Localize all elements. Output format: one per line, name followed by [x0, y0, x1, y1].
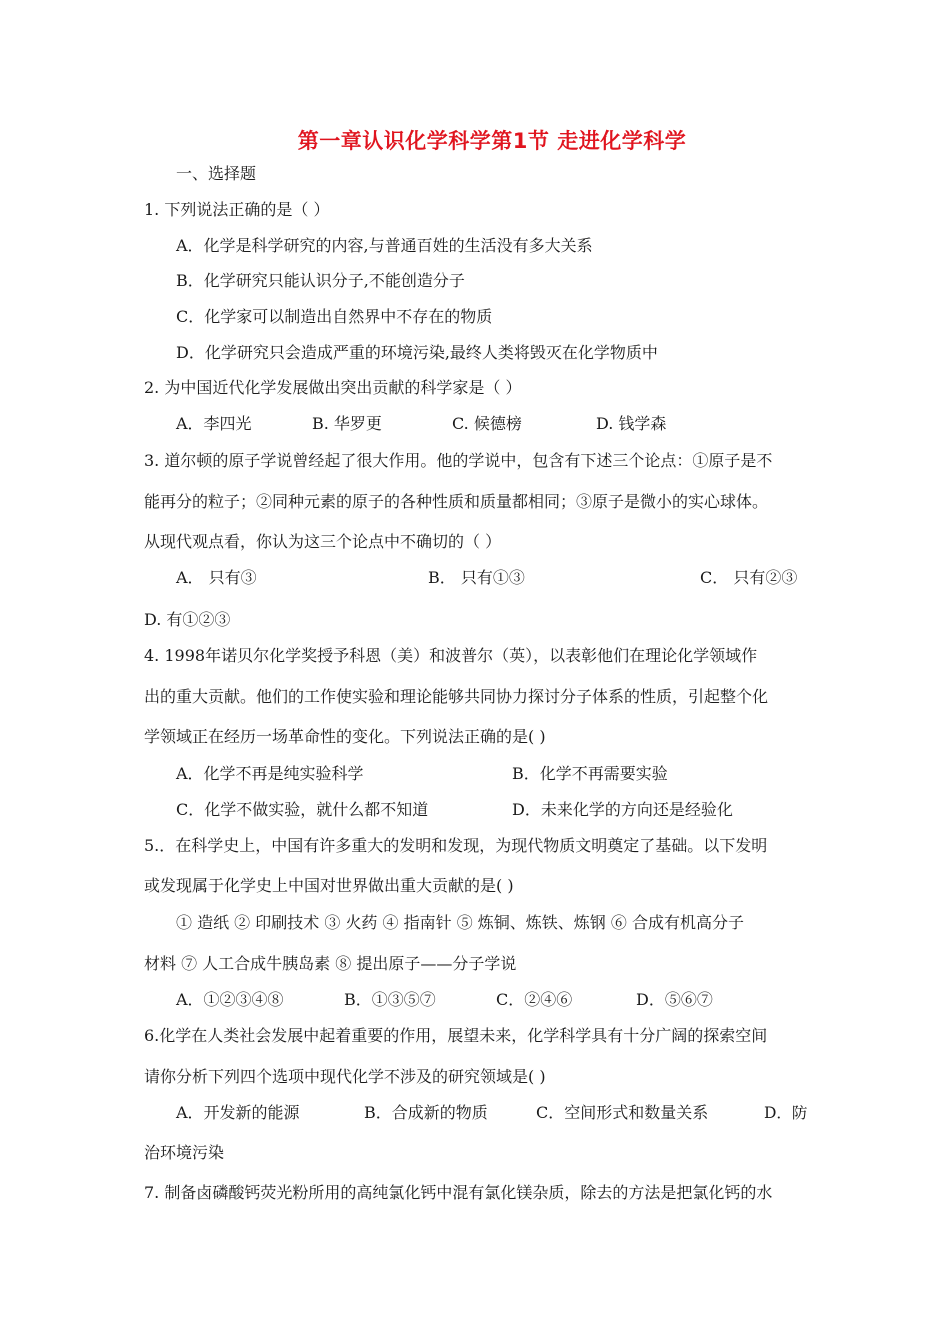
question-1-option-d: D．化学研究只会造成严重的环境污染,最终人类将毁灭在化学物质中	[176, 343, 658, 362]
question-1-option-c: C．化学家可以制造出自然界中不存在的物质	[176, 307, 493, 326]
question-6-line-2: 请你分析下列四个选项中现代化学不涉及的研究领域是( )	[144, 1067, 546, 1086]
question-4-line-3: 学领域正在经历一场革命性的变化。下列说法正确的是( )	[144, 727, 546, 746]
question-4-option-c: C．化学不做实验，就什么都不知道	[176, 800, 429, 819]
section-heading: 一、选择题	[176, 164, 257, 183]
document-title: 第一章认识化学科学第1节 走进化学科学	[297, 129, 687, 153]
question-3-option-c: C． 只有②③	[700, 568, 798, 587]
question-2-option-b: B. 华罗更	[312, 414, 382, 433]
question-2-option-a: A．李四光	[176, 414, 252, 433]
question-5-line-4: 材料 ⑦ 人工合成牛胰岛素 ⑧ 提出原子——分子学说	[144, 954, 517, 973]
question-2-option-d: D. 钱学森	[596, 414, 667, 433]
question-6-option-d: D．防	[764, 1104, 808, 1122]
question-5-option-c: C．②④⑥	[496, 990, 573, 1009]
question-4-option-a: A．化学不再是纯实验科学	[176, 764, 364, 783]
question-3-line-3: 从现代观点看，你认为这三个论点中不确切的（ ）	[144, 532, 502, 551]
question-3-option-b: B． 只有①③	[428, 568, 525, 587]
question-6-option-c: C．空间形式和数量关系	[536, 1103, 709, 1122]
question-5-line-2: 或发现属于化学史上中国对世界做出重大贡献的是( )	[144, 876, 514, 895]
question-6-option-a: A．开发新的能源	[176, 1103, 300, 1122]
question-5-line-1: 5.．在科学史上，中国有许多重大的发明和发现，为现代物质文明奠定了基础。以下发明	[144, 836, 768, 855]
question-4-line-2: 出的重大贡献。他们的工作使实验和理论能够共同协力探讨分子体系的性质，引起整个化	[144, 687, 769, 706]
question-3-line-1: 3. 道尔顿的原子学说曾经起了很大作用。他的学说中，包含有下述三个论点：①原子是不	[144, 451, 773, 470]
question-2-stem: 2. 为中国近代化学发展做出突出贡献的科学家是（ ）	[144, 378, 522, 397]
question-1-option-a: A．化学是科学研究的内容,与普通百姓的生活没有多大关系	[176, 236, 593, 255]
question-3-option-d: D. 有①②③	[144, 610, 231, 629]
question-4-line-1: 4. 1998年诺贝尔化学奖授予科恩（美）和波普尔（英），以表彰他们在理论化学领域作	[144, 646, 758, 665]
question-5-option-d: D．⑤⑥⑦	[636, 990, 713, 1009]
question-3-option-a: A． 只有③	[176, 568, 257, 587]
question-6-option-b: B．合成新的物质	[364, 1103, 488, 1122]
question-2-option-c: C. 候德榜	[452, 414, 522, 433]
question-1-stem: 1. 下列说法正确的是（ ）	[144, 200, 330, 219]
question-6-line-1: 6.化学在人类社会发展中起着重要的作用，展望未来，化学科学具有十分广阔的探索空间	[144, 1026, 768, 1045]
question-7-line-1: 7. 制备卤磷酸钙荧光粉所用的高纯氯化钙中混有氯化镁杂质，除去的方法是把氯化钙的水	[144, 1183, 773, 1202]
question-6-option-d-continued: 治环境污染	[144, 1143, 225, 1162]
question-1-option-b: B．化学研究只能认识分子,不能创造分子	[176, 271, 465, 290]
question-5-option-b: B．①③⑤⑦	[344, 990, 436, 1009]
question-4-option-d: D．未来化学的方向还是经验化	[512, 800, 733, 819]
question-5-line-3: ① 造纸 ② 印刷技术 ③ 火药 ④ 指南针 ⑤ 炼铜、炼铁、炼钢 ⑥ 合成有机高分子	[176, 913, 744, 932]
question-4-option-b: B．化学不再需要实验	[512, 764, 668, 783]
question-3-line-2: 能再分的粒子；②同种元素的原子的各种性质和质量都相同；③原子是微小的实心球体。	[144, 492, 769, 511]
question-5-option-a: A．①②③④⑧	[176, 990, 284, 1009]
